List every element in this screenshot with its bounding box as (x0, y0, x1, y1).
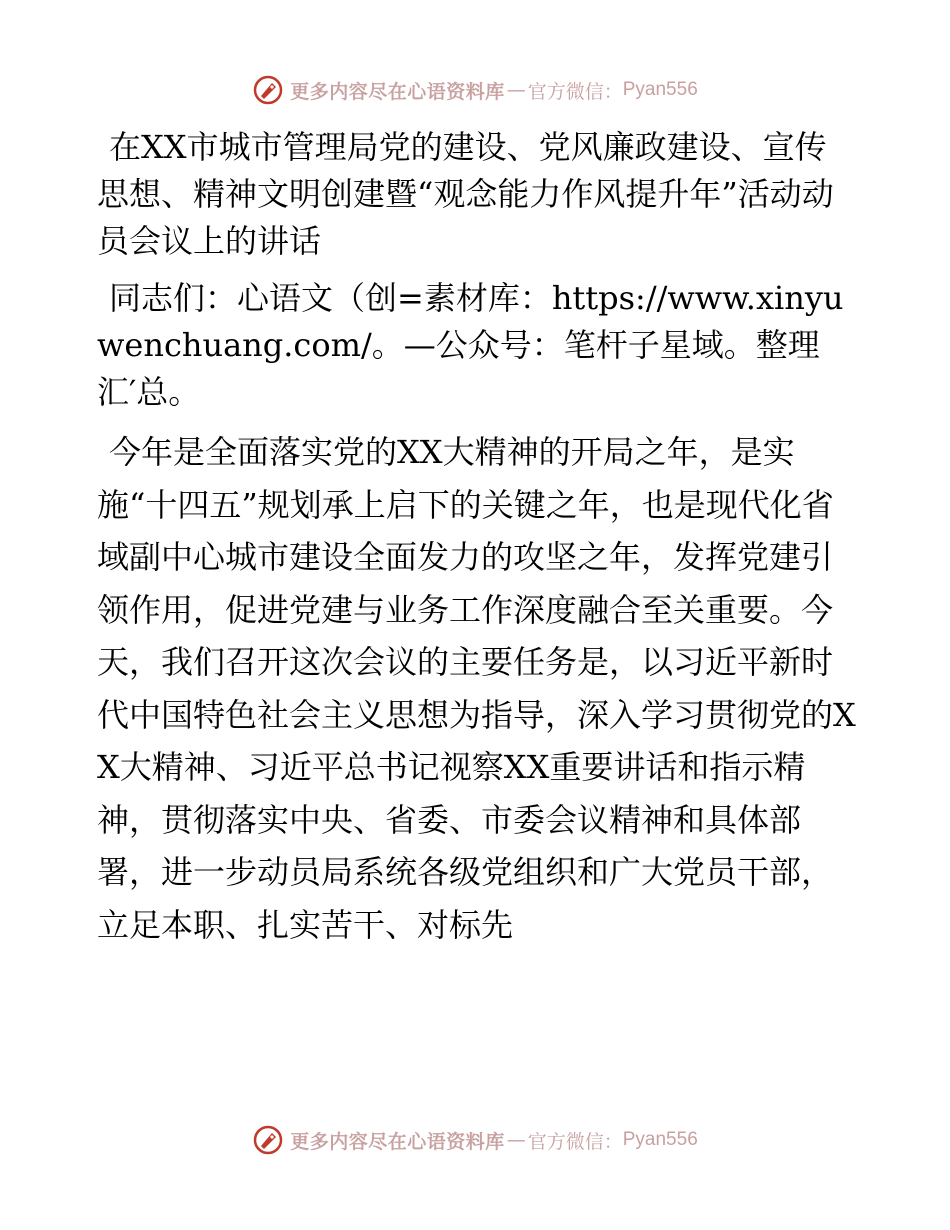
promo-text: 更多内容尽在心语资料库 (290, 80, 505, 103)
document-title: 在XX市城市管理局党的建设、党风廉政建设、宣传思想、精神文明创建暨“观念能力作风提升年”活动动员会议上的讲话 (97, 128, 834, 260)
body-paragraph: 今年是全面落实党的XX大精神的开局之年，是实施“十四五”规划承上启下的关键之年，也是现代化省域副中心城市建设全面发力的攻坚之年，发挥党建引领作用，促进党建与业务工作深度融合至关重要。今天，我们召开这次会议的主要任务是，以习近平新时代中国特色社会主义思想为指导，深入学习贯彻党的XX大精神、习近平总书记视察XX重要讲话和指示精神，贯彻落实中央、省委、市委会议精神和具体部署，进一步动员局系统各级党组织和广大党员干部，立足本职、扎实苦干、对标先 (97, 433, 856, 944)
greeting-paragraph: 同志们：心语文（创=素材库：https://www.xinyuwenchuang.com/。—公众号：笔杆子星域。整理汇′总。 (97, 279, 844, 411)
wechat-label: 官方微信： (527, 80, 623, 103)
header-watermark (0, 70, 950, 110)
wechat-id: Pyan556 (622, 79, 698, 100)
footer-watermark (0, 1120, 950, 1160)
pen-nib-circle-icon (252, 1124, 284, 1156)
document-body (97, 124, 857, 961)
promo-text: 更多内容尽在心语资料库 (290, 1130, 505, 1153)
separator-dash: — (506, 1129, 526, 1151)
wechat-id: Pyan556 (622, 1129, 698, 1150)
wechat-label: 官方微信： (527, 1130, 623, 1153)
pen-nib-circle-icon (252, 74, 284, 106)
separator-dash: — (506, 79, 526, 101)
